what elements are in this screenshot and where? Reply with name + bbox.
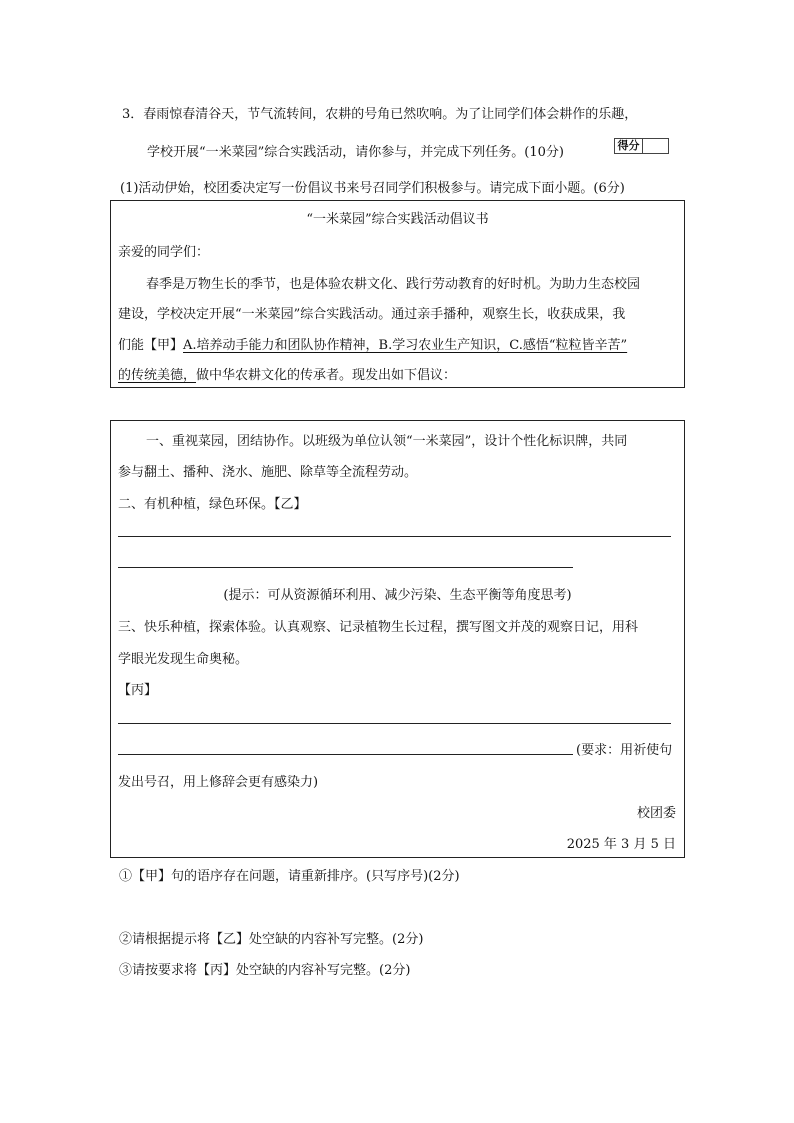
requirement-part1: (要求：用祈使句	[576, 743, 673, 758]
score-box[interactable]	[614, 138, 669, 154]
subquestion-q2: ②请根据提示将【乙】处空缺的内容补写完整。(2分)	[119, 932, 424, 947]
proposal-p1-line1: 春季是万物生长的季节，也是体验农耕文化、践行劳动教育的好时机。为助力生态校园	[146, 277, 641, 292]
subquestion-q3: ③请按要求将【丙】处空缺的内容补写完整。(2分)	[119, 963, 411, 978]
proposal-p1-line4-rest: 做中华农耕文化的传承者。现发出如下倡议：	[196, 368, 457, 383]
proposal-p1-line4	[118, 364, 456, 383]
signature: 校团委	[636, 806, 676, 821]
date: 2025 年 3 月 5 日	[566, 837, 676, 852]
proposal-p1-line2: 建设，学校决定开展“一米菜园”综合实践活动。通过亲手播种，观察生长，收获成果，我	[118, 307, 626, 322]
jia-sentence-part1: A.培养动手能力和团队协作精神，B.学习农业生产知识，C.感悟“粒粒皆辛苦”	[183, 338, 628, 353]
proposal-title: “一米菜园”综合实践活动倡议书	[306, 212, 489, 227]
initiative-2: 二、有机种植，绿色环保。【乙】	[118, 497, 307, 512]
initiative-3-line1: 三、快乐种植，探索体验。认真观察、记录植物生长过程，撰写图文并茂的观察日记，用科	[118, 620, 639, 635]
proposal-greeting: 亲爱的同学们：	[118, 245, 210, 260]
subquestion-q1: ①【甲】句的语序存在问题，请重新排序。(只写序号)(2分)	[119, 869, 460, 884]
initiative-1-line1: 一、重视菜园，团结协作。以班级为单位认领“一米菜园”，设计个性化标识牌，共同	[146, 434, 628, 449]
proposal-p1-line3	[118, 334, 627, 353]
question-intro-line1: 3．春雨惊春清谷天，节气流转间，农耕的号角已然吹响。为了让同学们体会耕作的乐趣，	[122, 107, 638, 122]
initiative-1-line2: 参与翻土、播种、浇水、施肥、除草等全流程劳动。	[118, 465, 418, 480]
jia-sentence-part2: 的传统美德，	[118, 368, 197, 383]
hint-text: (提示：可从资源循环利用、减少污染、生态平衡等角度思考)	[223, 588, 572, 603]
initiative-3-line2: 学眼光发现生命奥秘。	[118, 652, 249, 667]
initiatives-box	[110, 420, 685, 858]
bing-label: 【丙】	[118, 683, 158, 698]
answer-line-bing-1[interactable]	[118, 723, 671, 724]
answer-line-bing-2[interactable]	[118, 754, 573, 755]
jia-prefix: 们能【甲】	[118, 338, 184, 353]
requirement-part2: 发出号召，用上修辞会更有感染力)	[118, 775, 319, 790]
answer-line-yi-1[interactable]	[118, 536, 671, 537]
subquestion-1: (1)活动伊始，校团委决定写一份倡议书来号召同学们积极参与。请完成下面小题。(6分)	[120, 181, 625, 196]
score-label: 得分	[615, 139, 643, 153]
answer-line-yi-2[interactable]	[118, 567, 573, 568]
question-intro-line2: 学校开展“一米菜园”综合实践活动，请你参与，并完成下列任务。(10分)	[147, 145, 564, 160]
proposal-box	[110, 200, 685, 388]
